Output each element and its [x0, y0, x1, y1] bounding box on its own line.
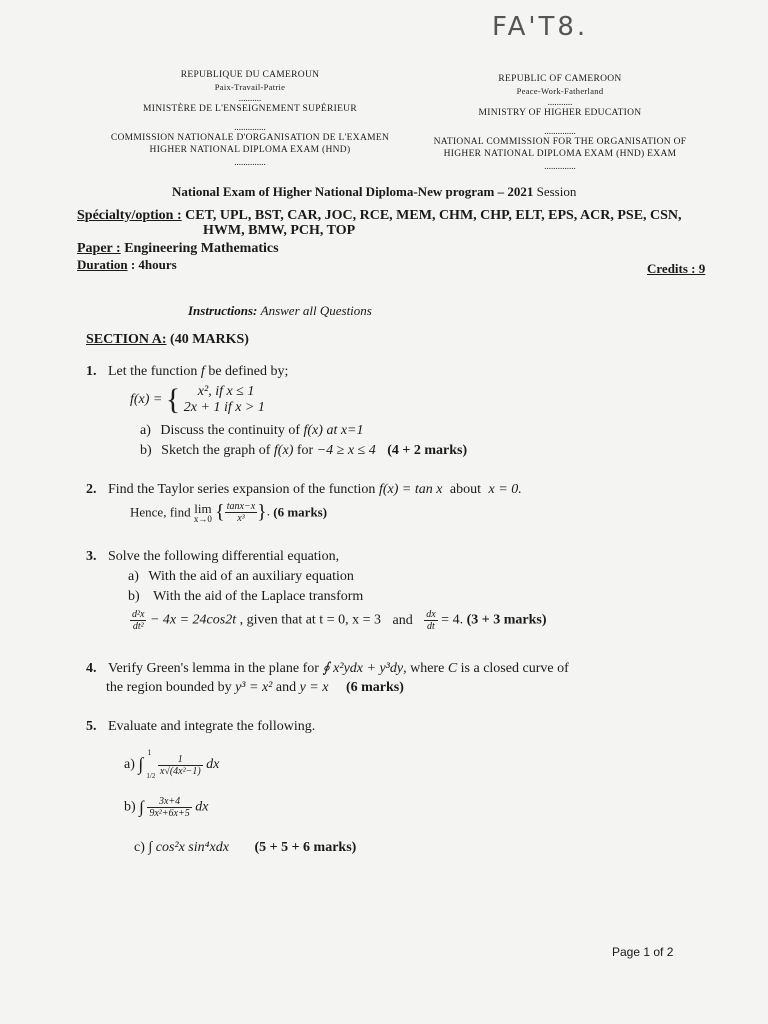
q3-a-label: a) [128, 569, 139, 584]
header-right-dots-1: ........... [547, 96, 573, 107]
q3-part-a [128, 569, 354, 585]
q5-b-int-sign: ∫ [139, 797, 144, 817]
q5-b-den: 9x²+6x+5 [149, 808, 190, 819]
q3-marks: (3 + 3 marks) [466, 612, 547, 628]
exam-title [172, 184, 576, 200]
q5-a-lower: 1/2 [146, 772, 156, 780]
q5-a-upper: 1 [147, 748, 152, 757]
duration-value: : 4hours [130, 257, 177, 272]
q1-fx: f(x) = [130, 392, 163, 407]
exam-session: Session [536, 184, 577, 199]
q3-dt2: dt² [132, 621, 144, 632]
q5-b-label: b) [124, 799, 136, 815]
header-left-ministry: MINISTÈRE DE L'ENSEIGNEMENT SUPÉRIEUR [143, 103, 357, 114]
q2-hence-text: Hence, find [130, 504, 191, 520]
header-right-motto: Peace-Work-Fatherland [516, 85, 604, 96]
header-right-hnd: HIGHER NATIONAL DIPLOMA EXAM (HND) EXAM [443, 148, 677, 159]
specialty-label: Spécialty/option : [77, 208, 182, 223]
header-left-commission: COMMISSION NATIONALE D'ORGANISATION DE L'EXAMEN [110, 132, 390, 143]
q5-a-integral [138, 750, 154, 780]
header-right-country: REPUBLIC OF CAMEROON [498, 74, 622, 84]
specialty-value-1: CET, UPL, BST, CAR, JOC, RCE, MEM, CHM, CHP, ELT, EPS, ACR, PSE, CSN, [185, 208, 682, 223]
section-a-label: SECTION A: [86, 332, 167, 347]
q4-c: C [447, 661, 458, 676]
q1-b-label: b) [140, 443, 152, 458]
q5-b-dx: dx [195, 799, 209, 815]
header-left-country: REPUBLIQUE DU CAMEROUN [180, 70, 320, 80]
q3-and: and [392, 612, 413, 628]
q5-b-num: 3x+4 [147, 796, 191, 808]
q5-stem [86, 719, 315, 735]
paper-label: Paper : [77, 241, 121, 256]
q1-part-b [140, 443, 467, 459]
q4-stem-text: Verify Green's lemma in the plane for [108, 661, 319, 676]
q2-frac-num: tanx−x [226, 501, 256, 512]
header-left-dots-1: .......... [238, 92, 262, 103]
q2-x0: x = 0. [488, 482, 522, 497]
q1-a-math: f(x) [303, 423, 323, 438]
q1-b-for: for [296, 443, 314, 458]
handwritten-note: FA'T8. [492, 12, 589, 42]
q3-a-text: With the aid of an auxiliary equation [148, 569, 354, 584]
q4-integral: ∮ x²ydx + y³dy [322, 661, 404, 676]
q2-about: about [449, 482, 482, 497]
q4-number: 4. [86, 661, 97, 676]
header-right-dots-3: .............. [544, 160, 576, 171]
q5-a-int-sign: ∫ [138, 754, 144, 774]
header-left [85, 70, 415, 168]
q3-stem [86, 549, 339, 565]
q2-brace-right: } [257, 501, 267, 523]
q2-lim-sub: x→0 [193, 513, 212, 524]
instructions-label: Instructions: [188, 303, 258, 318]
q2-brace-left: { [215, 501, 225, 523]
q1-a-text: Discuss the continuity of [160, 423, 300, 438]
q5-a-num: 1 [158, 754, 203, 766]
header-right-commission: NATIONAL COMMISSION FOR THE ORGANISATION OF [433, 136, 687, 147]
q4-and: and [275, 680, 297, 695]
duration-label: Duration [77, 257, 128, 272]
q2-number: 2. [86, 482, 97, 497]
q1-a-tail: at x=1 [326, 423, 364, 438]
q5-number: 5. [86, 719, 97, 734]
q2-hence: Hence, find lim x→0 { $\frac{\tan x-x}{\text{x³}}$ }. (6 marks) [130, 500, 328, 524]
duration-line [77, 257, 177, 273]
q1-b-math: f(x) [273, 443, 294, 458]
q1-a-label: a) [140, 423, 151, 438]
q2-stem [86, 482, 522, 498]
q3-d2x-frac [130, 609, 146, 632]
specialty-block [77, 207, 727, 224]
paper-line [77, 241, 279, 257]
q3-eq-rest: − 4x = 24cos2t [149, 612, 237, 628]
q5-a-dx: dx [206, 757, 220, 772]
credits: Credits : 9 [647, 261, 706, 276]
q4-curve-2: y = x [299, 680, 329, 695]
q3-dt: dt [427, 621, 435, 632]
q3-given: , given that at t = 0, x = 3 [239, 612, 381, 628]
q3-dxdt-frac [424, 609, 437, 632]
q1-b-marks: (4 + 2 marks) [387, 443, 468, 458]
header-left-motto: Paix-Travail-Patrie [214, 81, 286, 92]
q1-b-range: −4 ≥ x ≤ 4 [316, 443, 376, 458]
q1-piecewise [130, 383, 265, 417]
q2-frac-den: x³ [237, 513, 245, 524]
q4-stem [86, 660, 569, 677]
header-right [415, 74, 705, 172]
q1-case-2: 2x + 1 if x > 1 [183, 400, 265, 415]
section-a-heading [86, 332, 249, 348]
q3-b-label: b) [128, 589, 140, 604]
q5-a-den: x√(4x²−1) [159, 765, 201, 777]
q3-dx: dx [426, 609, 436, 620]
q1-stem-b: be defined by; [208, 364, 289, 379]
q2-lim: lim [194, 500, 212, 516]
q5-c-expr: ∫ cos²x sin⁴xdx [148, 840, 229, 855]
header-left-hnd: HIGHER NATIONAL DIPLOMA EXAM (HND) [149, 144, 351, 155]
q4-curve-1: y³ = x² [235, 680, 273, 695]
q1-brace: { [165, 383, 181, 416]
q4-line2 [106, 680, 404, 696]
q5-b-fraction [147, 796, 191, 819]
q1-number: 1. [86, 364, 97, 379]
q1-stem-f: f [200, 364, 205, 379]
section-a-marks: (40 MARKS) [170, 332, 249, 347]
q5-part-c [134, 840, 356, 856]
q1-cases [184, 384, 265, 416]
q2-fx: f(x) = tan x [378, 482, 443, 497]
q1-stem [86, 364, 288, 380]
q4-tail: is a closed curve of [460, 661, 569, 676]
exam-title-text: National Exam of Higher National Diploma-New program – 2021 [172, 184, 534, 199]
q1-part-a [140, 423, 364, 439]
q1-stem-a: Let the function [108, 364, 198, 379]
header-right-dots-2: .............. [544, 125, 576, 136]
q3-d2x: d²x [132, 609, 145, 620]
q3-equation [130, 609, 547, 632]
q2-marks: (6 marks) [273, 504, 328, 520]
q5-part-a [124, 750, 219, 780]
q5-a-fraction [158, 754, 203, 777]
q5-part-b [124, 796, 208, 819]
q3-part-b [128, 589, 363, 605]
header-left-dots-2: .............. [234, 121, 266, 132]
specialty-value-2: HWM, BMW, PCH, TOP [203, 223, 356, 238]
q5-a-label: a) [124, 757, 135, 772]
paper-value: Engineering Mathematics [124, 241, 279, 256]
header-right-ministry: MINISTRY OF HIGHER EDUCATION [478, 107, 642, 118]
q1-b-text: Sketch the graph of [161, 443, 271, 458]
instructions-line [188, 303, 372, 319]
header-left-dots-3: .............. [234, 156, 266, 167]
q5-c-label: c) [134, 840, 145, 855]
q4-where: , where [403, 661, 445, 676]
page-footer: Page 1 of 2 [612, 945, 674, 959]
q2-limit [194, 502, 212, 524]
q2-fraction [225, 501, 257, 524]
q3-eq-tail: = 4. [441, 612, 464, 628]
q5-marks: (5 + 5 + 6 marks) [254, 840, 357, 855]
instructions-value: Answer all Questions [260, 303, 372, 318]
q3-b-text: With the aid of the Laplace transform [153, 589, 364, 604]
q1-case-1: x², if x ≤ 1 [197, 383, 255, 399]
q4-marks: (6 marks) [345, 680, 404, 695]
q5-stem-text: Evaluate and integrate the following. [108, 719, 316, 734]
q2-stem-text: Find the Taylor series expansion of the function [108, 482, 376, 497]
q3-number: 3. [86, 549, 97, 564]
q4-line2-text: the region bounded by [106, 680, 232, 695]
q3-stem-text: Solve the following differential equation, [108, 549, 340, 564]
